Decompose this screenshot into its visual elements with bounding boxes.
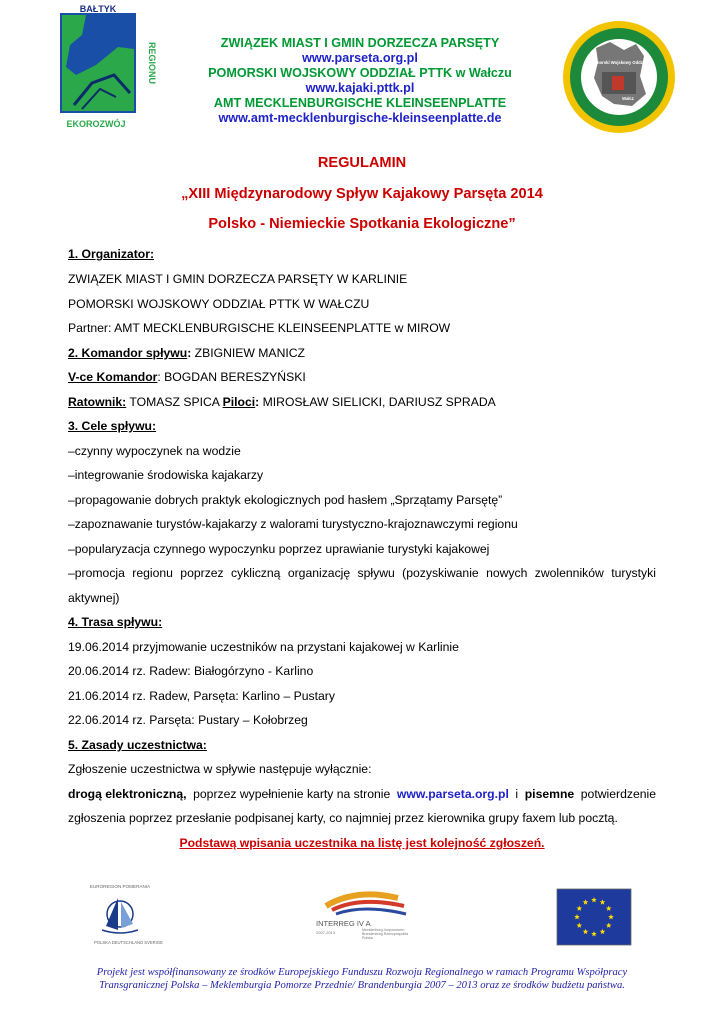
header-org-3: AMT MECKLENBURGISCHE KLEINSEENPLATTE [213,96,507,110]
organizer-2: POMORSKI WOJSKOWY ODDZIAŁ PTTK W WAŁCZU [68,297,370,311]
interreg-logo [306,884,418,950]
section-4-heading: 4. Trasa spływu: [68,615,163,629]
header-link-3[interactable]: www.amt-mecklenburgische-kleinseenplatte.de [218,111,502,125]
logo-top-text: BAŁTYK [79,4,117,14]
goal-item: –zapoznawanie turystów-kajakarzy z walorami turystyczno-krajoznawczymi regionu [68,517,518,531]
euroregion-bottom-text: POLSKA DEUTSCHLAND SVERIGE [94,940,163,945]
rescuer-pilots-line: Ratownik: TOMASZ SPICA Piloci: MIROSŁAW SIELICKI, DARIUSZ SPRADA [68,395,496,409]
interreg-text: INTERREG IV A [316,919,371,928]
funding-note-1: Projekt jest współfinansowany ze środków Europejskiego Funduszu Rozwoju Regionalnego w ramach Programu Współpracy [96,967,628,978]
logo-bottom-text: EKOROZWÓJ [66,119,126,129]
commander-line: 2. Komandor spływu: ZBIGNIEW MANICZ [68,346,305,360]
header-link-2[interactable]: www.kajaki.pttk.pl [305,81,415,95]
participation-intro: Zgłoszenie uczestnictwa w spływie następuje wyłącznie: [68,762,372,776]
section-1-heading: 1. Organizator: [68,247,155,261]
organizer-partner: Partner: AMT MECKLENBURGISCHE KLEINSEENPLATTE w MIROW [68,321,451,335]
route-item: 22.06.2014 rz. Parsęta: Pustary – Kołobrzeg [68,713,308,727]
goal-item-continued: aktywnej) [68,591,120,605]
interreg-years: 2007-2013 [316,930,336,935]
baltyk-ekorozwoj-logo [56,5,156,133]
route-item: 20.06.2014 rz. Radew: Białogórzyno - Karlino [68,664,314,678]
header-org-1: ZWIĄZEK MIAST I GMIN DORZECZA PARSĘTY [220,36,500,50]
parseta-link[interactable]: www.parseta.org.pl [396,787,509,801]
euroregion-pomerania-logo [89,880,163,952]
route-item: 19.06.2014 przyjmowanie uczestników na przystani kajakowej w Karlinie [68,640,459,654]
event-subtitle: Polsko - Niemieckie Spotkania Ekologiczne” [208,216,516,232]
doc-title: REGULAMIN [317,155,407,171]
funding-note-2: Transgranicznej Polska – Meklemburgia Pomorze Przednie/ Brandenburgia 2007 – 2013 oraz ze środków budżetu państwa. [99,980,625,991]
pttk-logo-city: Wałcz [622,96,634,101]
organizer-1: ZWIĄZEK MIAST I GMIN DORZECZA PARSĘTY W KARLINIE [68,272,408,286]
goal-item-justified: –promocja regionu poprzez cykliczną organizację spływu (pozyskiwanie nowych zwolenników turystyki [68,566,656,580]
route-item: 21.06.2014 rz. Radew, Parsęta: Karlino – Pustary [68,689,335,703]
participation-method-cont: zgłoszenia poprzez przesłanie podpisanej karty, co najmniej przez kierownika grupy faxem lub pocztą. [68,811,618,825]
vice-commander-line: V-ce Komandor: BOGDAN BERESZYŃSKI [68,370,306,384]
section-3-heading: 3. Cele spływu: [68,419,157,433]
pttk-logo-text: Pomorski Wojskowy Oddział [590,60,648,65]
interreg-subtext: Mecklenburg-Vorpommern Brandenburg Rzeczpospolita Polska [362,928,409,941]
pttk-walcz-logo [562,20,676,134]
event-title: „XIII Międzynarodowy Spływ Kajakowy Parsęta 2014 [181,186,543,202]
goal-item: –popularyzacja czynnego wypoczynku poprzez uprawianie turystyki kajakowej [68,542,490,556]
eu-flag-logo [556,888,632,946]
goal-item: –czynny wypoczynek na wodzie [68,444,241,458]
goal-item: –integrowanie środowiska kajakarzy [68,468,264,482]
euroregion-top-text: EUROREGION POMERANIA [89,884,151,889]
logo-side-text: REGIONU [147,41,157,85]
participation-method: drogą elektroniczną, poprzez wypełnienie karty na stronie www.parseta.org.pl i pisemne potwierdzenie [68,787,656,801]
header-org-2: POMORSKI WOJSKOWY ODDZIAŁ PTTK w Wałczu [208,66,512,80]
section-5-heading: 5. Zasady uczestnictwa: [68,738,207,752]
header-link-1[interactable]: www.parseta.org.pl [302,51,418,65]
goal-item: –propagowanie dobrych praktyk ekologicznych pod hasłem „Sprzątamy Parsętę” [68,493,503,507]
order-notice: Podstawą wpisania uczestnika na listę jest kolejność zgłoszeń. [179,836,545,850]
